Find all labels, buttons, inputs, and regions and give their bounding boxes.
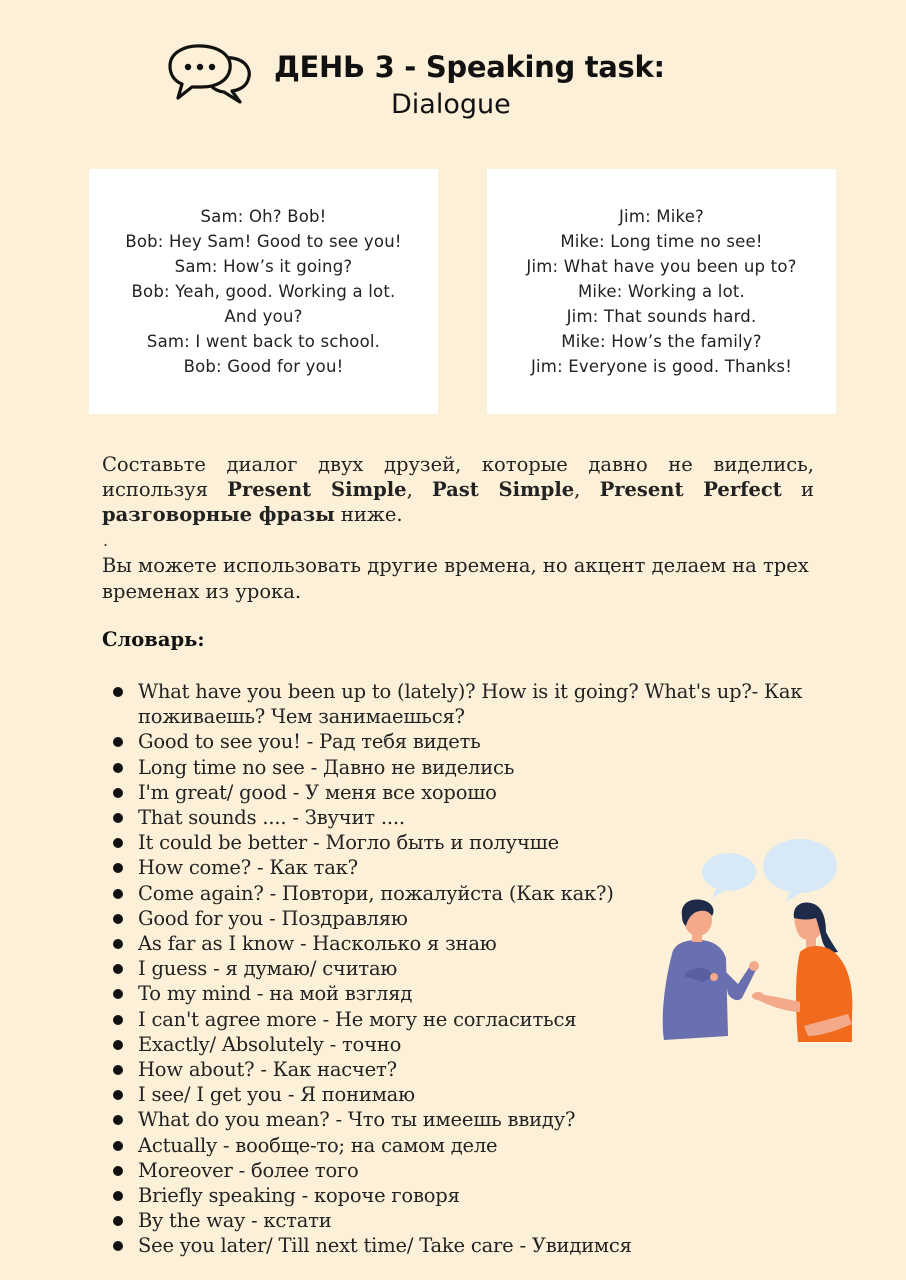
dialogue-line: Mike: Long time no see!	[560, 232, 763, 251]
instructions-text: ниже.	[334, 503, 403, 526]
list-item: I see/ I get you - Я понимаю	[110, 1082, 830, 1107]
dot-marker: .	[103, 531, 109, 550]
list-item: How come? - Как так?	[110, 855, 830, 880]
dialogue-line: Mike: Working a lot.	[577, 282, 746, 301]
list-item: As far as I know - Насколько я знаю	[110, 931, 830, 956]
dialogue-line: Sam: How’s it going?	[174, 257, 353, 276]
list-item: That sounds .... - Звучит ....	[110, 805, 830, 830]
dialogue-line: Sam: I went back to school.	[146, 332, 381, 351]
tense-past-simple: Past Simple	[432, 478, 575, 501]
list-item: I can't agree more - Не могу не согласиться	[110, 1007, 830, 1032]
dialogue-line: Mike: How’s the family?	[561, 332, 762, 351]
list-item: To my mind - на мой взгляд	[110, 981, 830, 1006]
woman-figure	[752, 903, 852, 1042]
dialogue-line: Jim: That sounds hard.	[566, 307, 757, 326]
separator: ,	[406, 478, 432, 501]
dialogue-card-left	[89, 169, 438, 414]
page-subtitle: Dialogue	[391, 89, 511, 120]
instructions-text: Составьте диалог двух друзей, которые давно не виделись, используя	[102, 453, 814, 501]
man-figure	[663, 900, 759, 1040]
vocabulary-title: Словарь:	[102, 628, 205, 651]
people-talking-illustration	[658, 836, 863, 1046]
dialogue-card-right	[487, 169, 836, 414]
list-item: Exactly/ Absolutely - точно	[110, 1032, 830, 1057]
dialogue-line: Jim: Mike?	[618, 207, 705, 226]
task-instructions	[102, 452, 814, 527]
list-item: What do you mean? - Что ты имеешь ввиду?	[110, 1107, 830, 1132]
list-item: Actually - вообще-то; на самом деле	[110, 1133, 830, 1158]
tense-present-simple: Present Simple	[227, 478, 407, 501]
speech-bubble-right	[763, 839, 837, 893]
dialogue-line: Bob: Yeah, good. Working a lot.	[131, 282, 396, 301]
instructions-text: и	[781, 478, 814, 501]
list-item: It could be better - Могло быть и получше	[110, 830, 830, 855]
list-item: Come again? - Повтори, пожалуйста (Как как?)	[110, 881, 830, 906]
list-item: How about? - Как насчет?	[110, 1057, 830, 1082]
list-item: By the way - кстати	[110, 1208, 830, 1233]
list-item: I guess - я думаю/ считаю	[110, 956, 830, 981]
phrases-emphasis: разговорные фразы	[102, 503, 335, 526]
list-item: Moreover - более того	[110, 1158, 830, 1183]
dialogue-line: Jim: Everyone is good. Thanks!	[530, 357, 793, 376]
list-item: What have you been up to (lately)? How is it going? What's up?- Как поживаешь? Чем занимаешься?	[110, 679, 810, 729]
dialogue-line: Bob: Good for you!	[183, 357, 344, 376]
speech-bubble-left	[702, 853, 756, 891]
tense-present-perfect: Present Perfect	[599, 478, 782, 501]
separator: ,	[574, 478, 600, 501]
dialogue-line: Bob: Hey Sam! Good to see you!	[125, 232, 402, 251]
list-item: Briefly speaking - короче говоря	[110, 1183, 830, 1208]
list-item: Good to see you! - Рад тебя видеть	[110, 729, 830, 754]
dialogue-line: And you?	[224, 307, 303, 326]
dialogue-line: Sam: Oh? Bob!	[200, 207, 327, 226]
page-title: ДЕНЬ 3 - Speaking task:	[274, 50, 665, 84]
list-item: See you later/ Till next time/ Take care - Увидимся	[110, 1233, 830, 1258]
list-item: Long time no see - Давно не виделись	[110, 755, 830, 780]
chat-bubbles-icon	[166, 42, 254, 108]
task-note: Вы можете использовать другие времена, но акцент делаем на трех временах из урока.	[102, 554, 809, 603]
dialogue-line: Jim: What have you been up to?	[526, 257, 797, 276]
list-item: Good for you - Поздравляю	[110, 906, 830, 931]
list-item: I'm great/ good - У меня все хорошо	[110, 780, 830, 805]
